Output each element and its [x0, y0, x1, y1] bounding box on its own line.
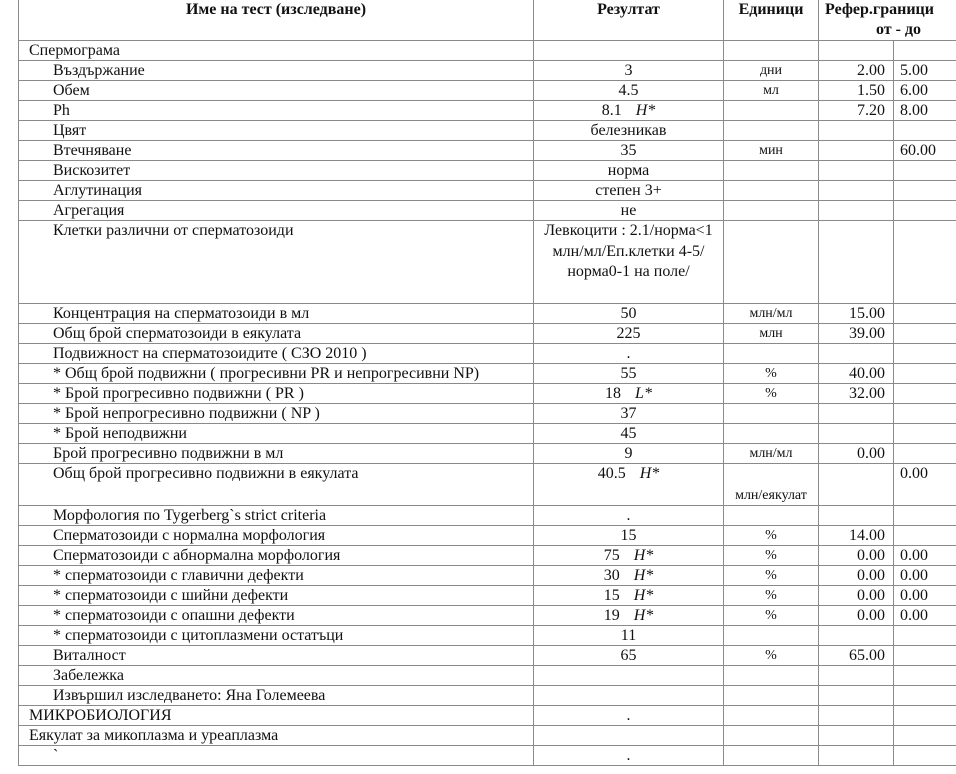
table-row [19, 364, 956, 384]
table-row [19, 181, 956, 201]
table-row [19, 121, 956, 141]
result-value: 75 [603, 547, 620, 564]
ref-from-cell [819, 686, 894, 706]
test-name: Извършил изследването: Яна Големеева [19, 686, 534, 706]
units-cell: % [724, 566, 819, 586]
test-name: Обем [19, 81, 534, 101]
units-cell [724, 666, 819, 686]
result-cell [534, 141, 724, 161]
table-row [19, 61, 956, 81]
ref-from-cell [819, 41, 894, 61]
table-row [19, 726, 956, 746]
units-cell [724, 726, 819, 746]
units-cell [724, 686, 819, 706]
result-value: 15 [620, 527, 637, 544]
result-value: . [626, 747, 631, 764]
table-row [19, 221, 956, 304]
result-value: 8.1 [601, 102, 622, 119]
table-row [19, 141, 956, 161]
table-row [19, 706, 956, 726]
result-cell [534, 424, 724, 444]
result-cell [534, 626, 724, 646]
ref-to-cell: 0.00 [894, 464, 956, 506]
units-cell: % [724, 364, 819, 384]
ref-to-cell [894, 706, 956, 726]
test-name: ` [19, 746, 534, 766]
result-value: 15 [603, 587, 620, 604]
units-cell: % [724, 606, 819, 626]
header-reference-title: Рефер.граници [825, 1, 934, 18]
header-result: Резултат [534, 0, 724, 41]
ref-to-cell [894, 746, 956, 766]
test-name: Подвижност на сперматозоидите ( СЗО 2010 ) [19, 344, 534, 364]
result-value: 11 [620, 627, 637, 644]
ref-from-cell [819, 424, 894, 444]
table-row [19, 344, 956, 364]
ref-to-cell [894, 41, 956, 61]
table-row [19, 101, 956, 121]
table-row [19, 546, 956, 566]
result-cell [534, 506, 724, 526]
result-cell [534, 566, 724, 586]
ref-from-cell: 40.00 [819, 364, 894, 384]
table-row [19, 81, 956, 101]
ref-to-cell [894, 424, 956, 444]
result-value: 40.5 [597, 465, 626, 482]
table-row [19, 384, 956, 404]
result-cell [534, 666, 724, 686]
table-row [19, 41, 956, 61]
table-row [19, 444, 956, 464]
test-name: Сперматозоиди с абнормална морфология [19, 546, 534, 566]
result-cell [534, 304, 724, 324]
ref-from-cell [819, 201, 894, 221]
ref-from-cell [819, 706, 894, 726]
ref-from-cell [819, 746, 894, 766]
table-row [19, 606, 956, 626]
units-cell: % [724, 646, 819, 666]
test-name: Цвят [19, 121, 534, 141]
table-row [19, 666, 956, 686]
header-reference [819, 0, 956, 41]
units-cell [724, 201, 819, 221]
ref-from-cell [819, 141, 894, 161]
result-value: степен 3+ [595, 182, 662, 199]
test-name: Клетки различни от сперматозоиди [19, 221, 534, 304]
table-body [19, 41, 956, 766]
ref-to-cell [894, 344, 956, 364]
test-name: Спермограма [19, 41, 534, 61]
test-name: Въздържание [19, 61, 534, 81]
units-cell [724, 101, 819, 121]
ref-from-cell: 32.00 [819, 384, 894, 404]
test-name: Ph [19, 101, 534, 121]
table-row [19, 161, 956, 181]
units-cell [724, 121, 819, 141]
result-cell [534, 646, 724, 666]
test-name: Общ брой прогресивно подвижни в еякулата [19, 464, 534, 506]
result-cell [534, 201, 724, 221]
test-name: * сперматозоиди с главични дефекти [19, 566, 534, 586]
test-name: * Брой непрогресивно подвижни ( NP ) [19, 404, 534, 424]
result-cell [534, 686, 724, 706]
units-cell: % [724, 526, 819, 546]
table-row [19, 566, 956, 586]
ref-from-cell: 15.00 [819, 304, 894, 324]
test-name: Брой прогресивно подвижни в мл [19, 444, 534, 464]
result-value: 55 [620, 365, 637, 382]
units-cell: мин [724, 141, 819, 161]
ref-to-cell [894, 404, 956, 424]
test-name: Общ брой сперматозоиди в еякулата [19, 324, 534, 344]
table-row [19, 686, 956, 706]
units-cell [724, 181, 819, 201]
units-cell: дни [724, 61, 819, 81]
ref-to-cell [894, 506, 956, 526]
ref-to-cell: 0.00 [894, 546, 956, 566]
header-reference-range: от - до [875, 21, 922, 38]
result-cell [534, 706, 724, 726]
result-value: . [626, 345, 631, 362]
ref-to-cell [894, 161, 956, 181]
ref-to-cell [894, 626, 956, 646]
test-name: * сперматозоиди с цитоплазмени остатъци [19, 626, 534, 646]
ref-from-cell [819, 404, 894, 424]
result-value: . [626, 707, 631, 724]
test-name: Морфология по Tygerberg`s strict criteria [19, 506, 534, 526]
result-value: 4.5 [618, 82, 639, 99]
ref-from-cell [819, 221, 894, 304]
units-cell: % [724, 586, 819, 606]
ref-to-cell [894, 726, 956, 746]
ref-to-cell [894, 324, 956, 344]
result-value: 18 [605, 385, 622, 402]
ref-from-cell [819, 506, 894, 526]
result-cell [534, 546, 724, 566]
units-cell: млн/мл [724, 444, 819, 464]
ref-from-cell: 39.00 [819, 324, 894, 344]
result-cell [534, 444, 724, 464]
units-cell [724, 344, 819, 364]
ref-from-cell: 0.00 [819, 606, 894, 626]
result-cell [534, 586, 724, 606]
units-cell: млн/еякулат [724, 464, 819, 506]
units-cell [724, 424, 819, 444]
table-row [19, 746, 956, 766]
result-cell [534, 384, 724, 404]
units-cell: мл [724, 81, 819, 101]
result-cell [534, 181, 724, 201]
result-cell [534, 121, 724, 141]
ref-from-cell: 1.50 [819, 81, 894, 101]
result-value: 37 [620, 405, 637, 422]
result-value: . [626, 507, 631, 524]
ref-from-cell: 7.20 [819, 101, 894, 121]
table-row [19, 506, 956, 526]
test-name: Виталност [19, 646, 534, 666]
result-flag: L* [635, 385, 652, 402]
ref-to-cell [894, 201, 956, 221]
result-value: 35 [620, 142, 637, 159]
result-cell [534, 464, 724, 506]
table-row [19, 201, 956, 221]
test-name: Забележка [19, 666, 534, 686]
units-cell [724, 706, 819, 726]
table-row [19, 404, 956, 424]
result-cell [534, 606, 724, 626]
ref-to-cell: 5.00 [894, 61, 956, 81]
table-header-row [19, 0, 956, 41]
test-name: МИКРОБИОЛОГИЯ [19, 706, 534, 726]
result-flag: H* [633, 567, 654, 584]
table-row [19, 424, 956, 444]
result-cell [534, 746, 724, 766]
test-name: Еякулат за микоплазма и уреаплазма [19, 726, 534, 746]
result-value: 9 [624, 445, 633, 462]
header-units: Единици [724, 0, 819, 41]
units-cell: % [724, 384, 819, 404]
result-flag: H* [633, 547, 654, 564]
result-cell [534, 364, 724, 384]
result-flag: H* [633, 607, 654, 624]
ref-to-cell [894, 444, 956, 464]
test-name: * сперматозоиди с опашни дефекти [19, 606, 534, 626]
lab-results-table [18, 0, 956, 766]
ref-to-cell [894, 646, 956, 666]
table-row [19, 646, 956, 666]
ref-to-cell [894, 526, 956, 546]
ref-to-cell [894, 666, 956, 686]
ref-to-cell: 6.00 [894, 81, 956, 101]
ref-from-cell: 65.00 [819, 646, 894, 666]
result-value: 225 [616, 325, 641, 342]
ref-to-cell [894, 364, 956, 384]
result-value: 3 [624, 62, 633, 79]
result-cell [534, 221, 724, 304]
result-cell [534, 101, 724, 121]
result-flag: H* [635, 102, 656, 119]
units-cell [724, 506, 819, 526]
table-row [19, 304, 956, 324]
ref-from-cell [819, 344, 894, 364]
ref-from-cell [819, 181, 894, 201]
test-name: Втечняване [19, 141, 534, 161]
ref-to-cell [894, 221, 956, 304]
table-row [19, 464, 956, 506]
ref-to-cell [894, 304, 956, 324]
result-value: 45 [620, 425, 637, 442]
result-cell [534, 161, 724, 181]
header-test-name: Име на тест (изследване) [19, 0, 534, 41]
units-cell [724, 746, 819, 766]
ref-to-cell [894, 121, 956, 141]
ref-to-cell: 60.00 [894, 141, 956, 161]
units-cell [724, 41, 819, 61]
test-name: * Общ брой подвижни ( прогресивни PR и непрогресивни NP) [19, 364, 534, 384]
ref-to-cell: 0.00 [894, 566, 956, 586]
units-cell [724, 161, 819, 181]
result-value: 19 [603, 607, 620, 624]
test-name: Концентрация на сперматозоиди в мл [19, 304, 534, 324]
units-cell: % [724, 546, 819, 566]
test-name: * сперматозоиди с шийни дефекти [19, 586, 534, 606]
ref-from-cell [819, 726, 894, 746]
result-value: Левкоцити : 2.1/норма<1 млн/мл/Еп.клетки 4-5/норма0-1 на поле/ [544, 222, 713, 280]
ref-to-cell [894, 181, 956, 201]
ref-from-cell: 0.00 [819, 444, 894, 464]
test-name: * Брой неподвижни [19, 424, 534, 444]
test-name: Сперматозоиди с нормална морфология [19, 526, 534, 546]
ref-from-cell: 2.00 [819, 61, 894, 81]
result-cell [534, 324, 724, 344]
ref-from-cell [819, 666, 894, 686]
test-name: * Брой прогресивно подвижни ( PR ) [19, 384, 534, 404]
result-cell [534, 81, 724, 101]
test-name: Вискозитет [19, 161, 534, 181]
result-value: 50 [620, 305, 637, 322]
ref-from-cell: 0.00 [819, 586, 894, 606]
result-cell [534, 41, 724, 61]
ref-from-cell [819, 626, 894, 646]
ref-to-cell: 0.00 [894, 586, 956, 606]
result-value: 30 [603, 567, 620, 584]
result-value: не [620, 202, 637, 219]
ref-from-cell [819, 121, 894, 141]
table-row [19, 324, 956, 344]
result-value: 65 [620, 647, 637, 664]
result-cell [534, 526, 724, 546]
ref-to-cell [894, 384, 956, 404]
units-cell: млн/мл [724, 304, 819, 324]
units-cell [724, 626, 819, 646]
result-value: белезникав [590, 122, 667, 139]
ref-from-cell: 0.00 [819, 566, 894, 586]
units-cell: млн [724, 324, 819, 344]
test-name: Агрегация [19, 201, 534, 221]
ref-from-cell [819, 464, 894, 506]
table-row [19, 526, 956, 546]
ref-to-cell [894, 686, 956, 706]
table-row [19, 626, 956, 646]
units-cell [724, 221, 819, 304]
ref-to-cell: 8.00 [894, 101, 956, 121]
units-cell [724, 404, 819, 424]
result-value: норма [607, 162, 650, 179]
result-cell [534, 61, 724, 81]
result-cell [534, 726, 724, 746]
ref-from-cell: 0.00 [819, 546, 894, 566]
result-cell [534, 344, 724, 364]
result-flag: H* [633, 587, 654, 604]
table-row [19, 586, 956, 606]
ref-to-cell: 0.00 [894, 606, 956, 626]
result-flag: H* [639, 465, 660, 482]
test-name: Аглутинация [19, 181, 534, 201]
result-cell [534, 404, 724, 424]
ref-from-cell [819, 161, 894, 181]
ref-from-cell: 14.00 [819, 526, 894, 546]
